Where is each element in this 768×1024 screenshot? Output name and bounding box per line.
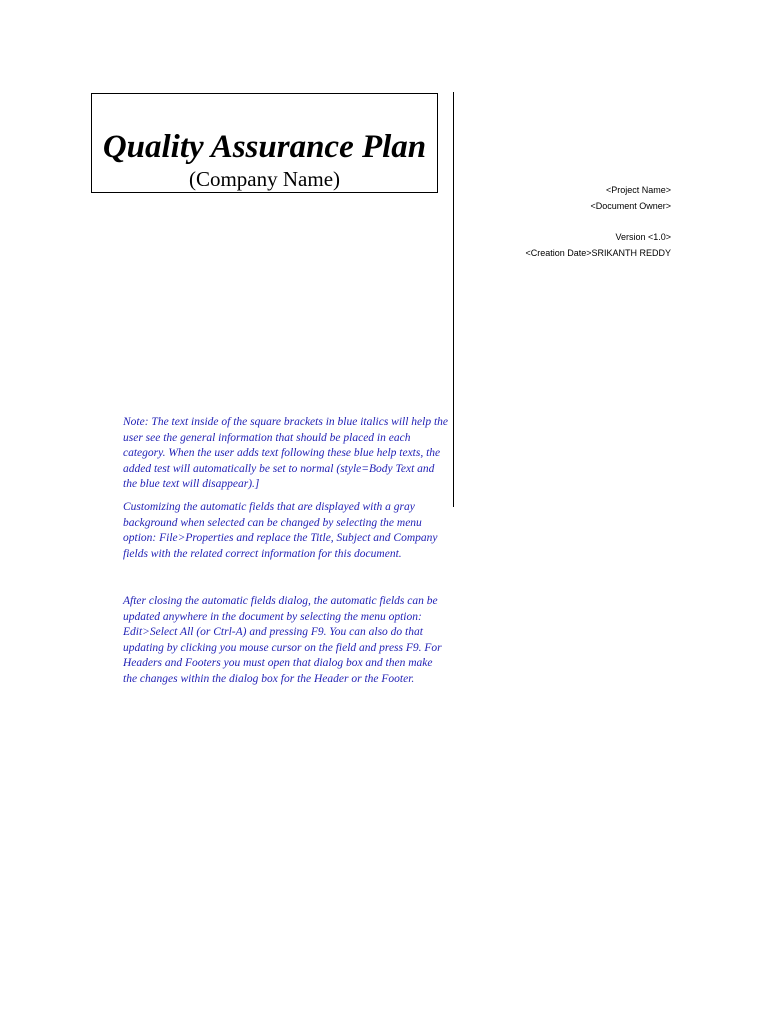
- help-note-updating-fields: After closing the automatic fields dialog, the automatic fields can be updated anywhere in the document by selecting the menu option: Edit>Select All (or Ctrl-A) and pressing F9. You can also do that updating by clicking you mouse cursor on the field and press F9. For Headers and Footers you must open that dialog box and then make the changes within the dialog box for the Header or the Footer.: [123, 595, 442, 685]
- project-name-field: <Project Name>: [605, 185, 671, 195]
- help-note-brackets: Note: The text inside of the square brackets in blue italics will help the user see the general information that should be placed in each category. When the user adds text following these blue help texts, the added test will automatically be set to normal (style=Body Text and the blue text will disappear).]: [123, 416, 449, 490]
- version-field: Version <1.0>: [615, 232, 671, 242]
- company-name: (Company Name): [188, 167, 341, 191]
- document-owner-field: <Document Owner>: [590, 201, 671, 211]
- creation-date-field: <Creation Date>SRIKANTH REDDY: [525, 248, 671, 258]
- help-note-customizing-fields: Customizing the automatic fields that are displayed with a gray background when selected can be changed by selecting the menu option: File>Properties and replace the Title, Subject and Company fields with the related correct information for this document.: [123, 501, 438, 560]
- title-box: [91, 93, 438, 193]
- vertical-divider: [453, 92, 454, 507]
- document-title: Quality Assurance Plan: [102, 129, 427, 165]
